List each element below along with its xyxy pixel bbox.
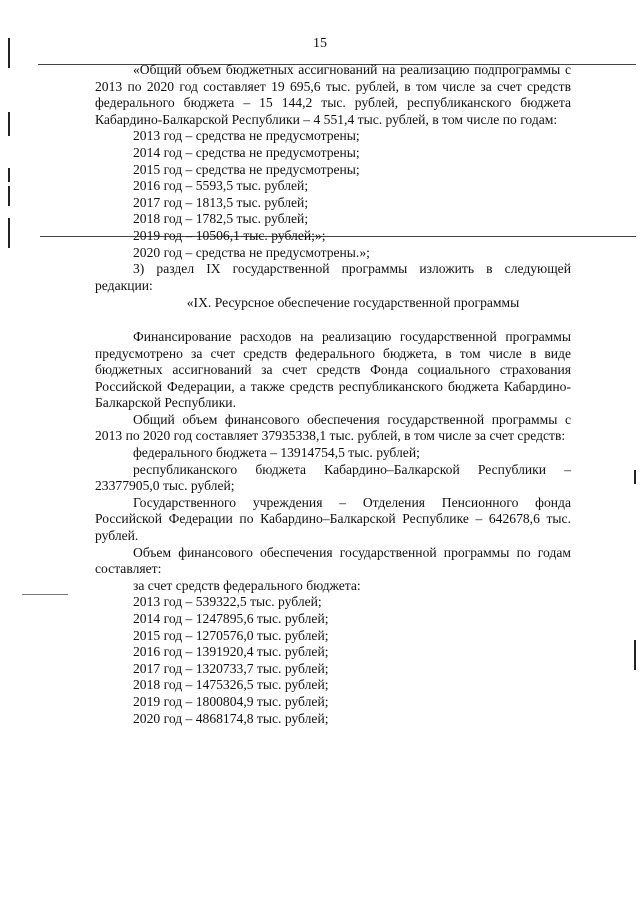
- scan-mark-left-4: [8, 186, 10, 206]
- federal-budget-heading: за счет средств федерального бюджета:: [133, 577, 361, 593]
- scan-mark-left-5: [8, 218, 10, 248]
- subprogram-year-2015: 2015 год – средства не предусмотрены;: [133, 161, 360, 177]
- scan-mark-left-2: [8, 112, 10, 136]
- scan-mark-right-2: [634, 640, 636, 670]
- scan-mark-left-3: [8, 168, 10, 182]
- subprogram-year-2017: 2017 год – 1813,5 тыс. рублей;: [133, 194, 309, 210]
- scan-mark-right-1: [634, 470, 636, 484]
- pension-fund-total: Государственного учреждения – Отделения Пенсионного фонда Российской Федерации по Кабардино–Балкарской Республике – 642678,6 тыс. рублей.: [95, 494, 571, 544]
- document-body: [95, 62, 571, 727]
- federal-year-2019: 2019 год – 1800804,9 тыс. рублей;: [133, 693, 329, 709]
- republic-budget-total: республиканского бюджета Кабардино–Балкарской Республики – 23377905,0 тыс. рублей;: [95, 461, 571, 494]
- subprogram-year-2014: 2014 год – средства не предусмотрены;: [133, 144, 360, 160]
- subprogram-year-2016: 2016 год – 5593,5 тыс. рублей;: [133, 178, 309, 194]
- total-volume-paragraph: Общий объем финансового обеспечения государственной программы с 2013 по 2020 год составляет 37935338,1 тыс. рублей, в том числе за счет средств:: [95, 411, 571, 444]
- federal-budget-total: федерального бюджета – 13914754,5 тыс. рублей;: [133, 445, 420, 461]
- scan-dash-left: [22, 594, 68, 595]
- federal-year-2018: 2018 год – 1475326,5 тыс. рублей;: [133, 677, 329, 693]
- subprogram-year-2013: 2013 год – средства не предусмотрены;: [133, 128, 360, 144]
- federal-year-2013: 2013 год – 539322,5 тыс. рублей;: [133, 594, 322, 610]
- subprogram-year-2019: 2019 год – 10506,1 тыс. рублей;»;: [133, 227, 326, 243]
- section-amendment-paragraph: 3) раздел IX государственной программы изложить в следующей редакции:: [95, 261, 571, 293]
- federal-year-2014: 2014 год – 1247895,6 тыс. рублей;: [133, 611, 329, 626]
- federal-year-2020: 2020 год – 4868174,8 тыс. рублей;: [133, 710, 329, 726]
- subprogram-year-2020: 2020 год – средства не предусмотрены.»;: [133, 244, 370, 260]
- federal-year-2015: 2015 год – 1270576,0 тыс. рублей;: [133, 627, 329, 643]
- federal-year-2017: 2017 год – 1320733,7 тыс. рублей;: [133, 660, 329, 676]
- section-heading: «IX. Ресурсное обеспечение государственной программы: [186, 295, 520, 311]
- spacer: [95, 312, 571, 329]
- subprogram-year-2018: 2018 год – 1782,5 тыс. рублей;: [133, 211, 309, 227]
- by-year-paragraph: Объем финансового обеспечения государственной программы по годам составляет:: [95, 544, 571, 577]
- subprogram-budget-paragraph: «Общий объем бюджетных ассигнований на реализацию подпрограммы с 2013 по 2020 год составляет 19 695,6 тыс. рублей, в том числе за счет средств федерального бюджета – 15 144,2 тыс. рублей, республиканского бюджета Кабардино-Балкарской Республики – 4 551,4 тыс. рублей, в том числе по годам:: [95, 62, 571, 127]
- federal-year-2016: 2016 год – 1391920,4 тыс. рублей;: [133, 644, 329, 660]
- financing-paragraph: Финансирование расходов на реализацию государственной программы предусмотрено за счет средств федерального бюджета, в том числе в виде бюджетных ассигнований за счет средств Фонда социального страхования Российской Федерации, а также средств республиканского бюджета Кабардино-Балкарской Республики.: [95, 328, 571, 411]
- page-number: 15: [313, 36, 327, 51]
